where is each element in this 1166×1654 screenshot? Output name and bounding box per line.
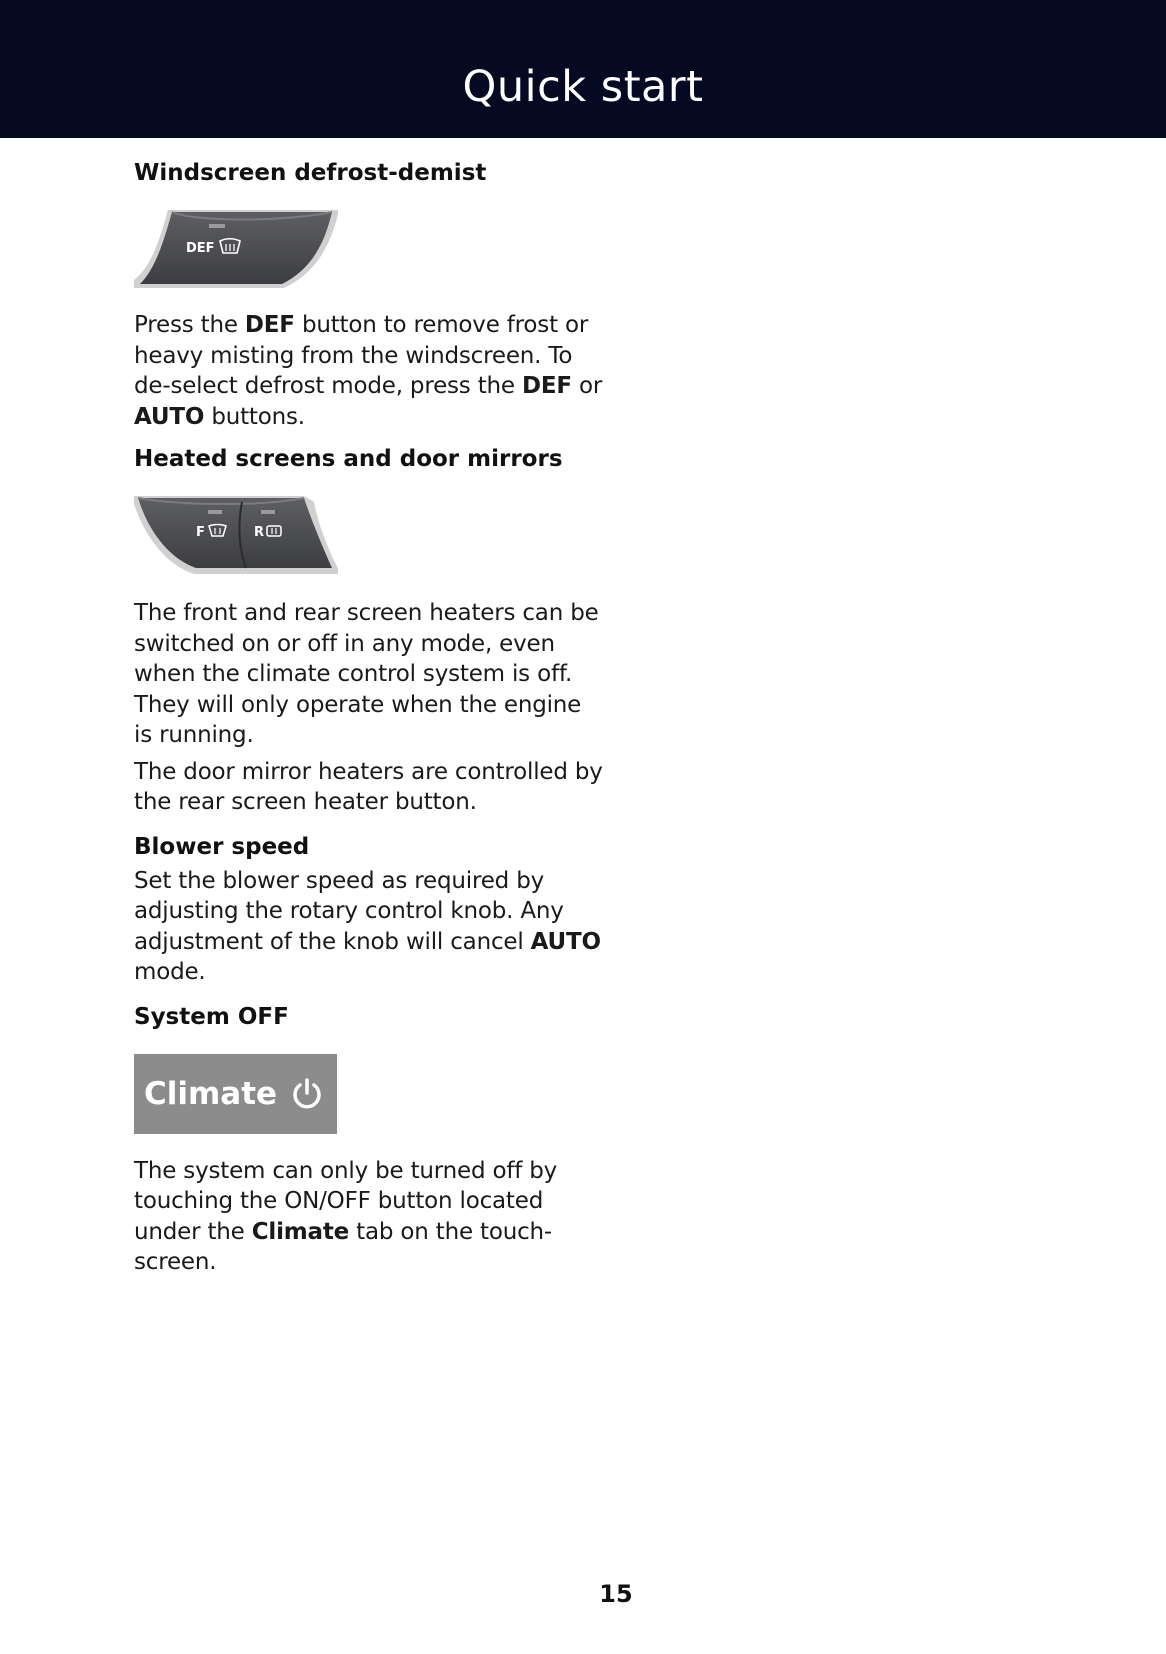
page-title: Quick start — [462, 62, 704, 112]
def-button-label: DEF — [186, 241, 215, 256]
heading-blower-speed: Blower speed — [134, 833, 310, 860]
front-heater-label: F — [196, 525, 205, 540]
heading-windscreen-defrost: Windscreen defrost-demist — [134, 160, 487, 186]
heated-paragraph-1: The front and rear screen heaters can be switched on or off in any mode, even when the climate control system is off. They will only operate when the engine is running. — [134, 600, 599, 748]
heading-system-off: System OFF — [134, 1003, 289, 1030]
defrost-button-image — [134, 208, 338, 290]
main-content — [134, 158, 604, 1278]
heading-heated-screens: Heated screens and door mirrors — [134, 446, 563, 472]
blower-paragraph: Set the blower speed as required by adjusting the rotary control knob. Any adjustment of the knob will cancel AUTO mode. — [134, 867, 601, 985]
heated-paragraph-2: The door mirror heaters are controlled by the rear screen heater button. — [134, 758, 603, 815]
rear-heater-label: R — [254, 525, 265, 540]
system-off-paragraph: The system can only be turned off by touching the ON/OFF button located under the Climate tab on the touch-screen. — [134, 1157, 558, 1275]
defrost-paragraph: Press the DEF button to remove frost or heavy misting from the windscreen. To de-select defrost mode, press the DEF or AUTO buttons. — [134, 312, 603, 430]
climate-label: Climate — [144, 1075, 278, 1112]
power-icon — [289, 1076, 325, 1112]
page-number: 15 — [599, 1580, 633, 1608]
page-header — [0, 0, 1166, 138]
screen-heater-buttons-image — [134, 494, 338, 576]
climate-tab-image — [134, 1054, 337, 1134]
